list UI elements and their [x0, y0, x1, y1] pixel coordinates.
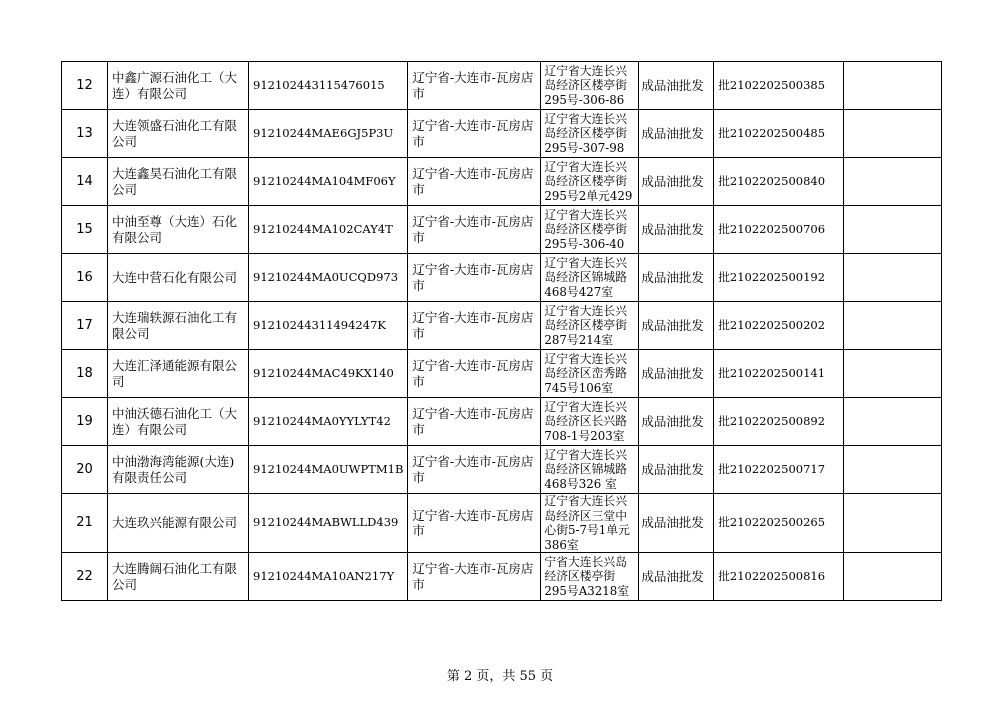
- row-number-cell: 20: [62, 446, 108, 494]
- region-cell: 辽宁省-大连市-瓦房店市: [408, 254, 541, 302]
- address-cell: 辽宁省大连长兴岛经济区楼亭街295号-307-98: [541, 110, 639, 158]
- row-number-cell: 19: [62, 398, 108, 446]
- region-cell: 辽宁省-大连市-瓦房店市: [408, 398, 541, 446]
- table-row: [62, 302, 942, 350]
- row-number-cell: 14: [62, 158, 108, 206]
- business-category-cell: 成品油批发: [639, 350, 714, 398]
- credit-code-cell: 91210244MAE6GJ5P3U: [249, 110, 408, 158]
- table-row: [62, 206, 942, 254]
- page-footer: 第 2 页，共 55 页: [446, 669, 554, 684]
- company-name-cell: 中油至尊（大连）石化有限公司: [108, 206, 249, 254]
- table-row: [62, 350, 942, 398]
- remarks-cell: [844, 494, 942, 553]
- business-category-cell: 成品油批发: [639, 398, 714, 446]
- license-number-cell: 批2102202500840: [714, 158, 844, 206]
- business-category-cell: 成品油批发: [639, 110, 714, 158]
- company-name-cell: 大连中营石化有限公司: [108, 254, 249, 302]
- company-name-cell: 大连鑫昊石油化工有限公司: [108, 158, 249, 206]
- region-cell: 辽宁省-大连市-瓦房店市: [408, 446, 541, 494]
- license-number-cell: 批2102202500706: [714, 206, 844, 254]
- table-row: [62, 494, 942, 553]
- license-number-cell: 批2102202500202: [714, 302, 844, 350]
- company-name-cell: 大连汇泽通能源有限公司: [108, 350, 249, 398]
- remarks-cell: [844, 110, 942, 158]
- remarks-cell: [844, 206, 942, 254]
- table-body: [62, 62, 942, 601]
- table-row: [62, 446, 942, 494]
- row-number-cell: 18: [62, 350, 108, 398]
- remarks-cell: [844, 553, 942, 601]
- remarks-cell: [844, 62, 942, 110]
- address-cell: 辽宁省大连长兴岛经济区锦城路468号326 室: [541, 446, 639, 494]
- table-row: [62, 398, 942, 446]
- company-name-cell: 中鑫广源石油化工（大连）有限公司: [108, 62, 249, 110]
- license-number-cell: 批2102202500385: [714, 62, 844, 110]
- address-cell: 辽宁省大连长兴岛经济区楼亭街295号2单元429: [541, 158, 639, 206]
- address-cell: 辽宁省大连长兴岛经济区楼亭街295号-306-40: [541, 206, 639, 254]
- region-cell: 辽宁省-大连市-瓦房店市: [408, 62, 541, 110]
- enterprise-table: [61, 61, 942, 601]
- company-name-cell: 中油渤海湾能源(大连)有限责任公司: [108, 446, 249, 494]
- table-row: [62, 553, 942, 601]
- company-name-cell: 中油沃德石油化工（大连）有限公司: [108, 398, 249, 446]
- row-number-cell: 16: [62, 254, 108, 302]
- remarks-cell: [844, 398, 942, 446]
- business-category-cell: 成品油批发: [639, 494, 714, 553]
- region-cell: 辽宁省-大连市-瓦房店市: [408, 110, 541, 158]
- business-category-cell: 成品油批发: [639, 206, 714, 254]
- company-name-cell: 大连腾阔石油化工有限公司: [108, 553, 249, 601]
- row-number-cell: 12: [62, 62, 108, 110]
- credit-code-cell: 91210244MAC49KX140: [249, 350, 408, 398]
- license-number-cell: 批2102202500717: [714, 446, 844, 494]
- remarks-cell: [844, 446, 942, 494]
- remarks-cell: [844, 254, 942, 302]
- table-row: [62, 110, 942, 158]
- region-cell: 辽宁省-大连市-瓦房店市: [408, 158, 541, 206]
- license-number-cell: 批2102202500265: [714, 494, 844, 553]
- business-category-cell: 成品油批发: [639, 158, 714, 206]
- remarks-cell: [844, 350, 942, 398]
- business-category-cell: 成品油批发: [639, 302, 714, 350]
- remarks-cell: [844, 302, 942, 350]
- region-cell: 辽宁省-大连市-瓦房店市: [408, 553, 541, 601]
- license-number-cell: 批2102202500485: [714, 110, 844, 158]
- business-category-cell: 成品油批发: [639, 446, 714, 494]
- company-name-cell: 大连玖兴能源有限公司: [108, 494, 249, 553]
- address-cell: 辽宁省大连长兴岛经济区楼亭街287号214室: [541, 302, 639, 350]
- table-row: [62, 62, 942, 110]
- credit-code-cell: 91210244MABWLLD439: [249, 494, 408, 553]
- credit-code-cell: 91210244MA102CAY4T: [249, 206, 408, 254]
- address-cell: 辽宁省大连长兴岛经济区楼亭街295号-306-86: [541, 62, 639, 110]
- address-cell: 辽宁省大连长兴岛经济区三堂中心街5-7号1单元386室: [541, 494, 639, 553]
- company-name-cell: 大连瑞轶源石油化工有限公司: [108, 302, 249, 350]
- credit-code-cell: 91210244MA0UWPTM1B: [249, 446, 408, 494]
- business-category-cell: 成品油批发: [639, 553, 714, 601]
- table-row: [62, 254, 942, 302]
- region-cell: 辽宁省-大连市-瓦房店市: [408, 350, 541, 398]
- region-cell: 辽宁省-大连市-瓦房店市: [408, 206, 541, 254]
- credit-code-cell: 912102443115476015: [249, 62, 408, 110]
- row-number-cell: 13: [62, 110, 108, 158]
- remarks-cell: [844, 158, 942, 206]
- table-row: [62, 158, 942, 206]
- row-number-cell: 17: [62, 302, 108, 350]
- credit-code-cell: 91210244MA104MF06Y: [249, 158, 408, 206]
- license-number-cell: 批2102202500192: [714, 254, 844, 302]
- row-number-cell: 21: [62, 494, 108, 553]
- region-cell: 辽宁省-大连市-瓦房店市: [408, 494, 541, 553]
- address-cell: 辽宁省大连长兴岛经济区峦秀路745号106室: [541, 350, 639, 398]
- row-number-cell: 15: [62, 206, 108, 254]
- credit-code-cell: 91210244MA0UCQD973: [249, 254, 408, 302]
- credit-code-cell: 91210244MA10AN217Y: [249, 553, 408, 601]
- address-cell: 辽宁省大连长兴岛经济区锦城路468号427室: [541, 254, 639, 302]
- credit-code-cell: 91210244MA0YYLYT42: [249, 398, 408, 446]
- license-number-cell: 批2102202500141: [714, 350, 844, 398]
- address-cell: 宁省大连长兴岛经济区楼亭街295号A3218室: [541, 553, 639, 601]
- row-number-cell: 22: [62, 553, 108, 601]
- license-number-cell: 批2102202500892: [714, 398, 844, 446]
- credit-code-cell: 91210244311494247K: [249, 302, 408, 350]
- license-number-cell: 批2102202500816: [714, 553, 844, 601]
- business-category-cell: 成品油批发: [639, 62, 714, 110]
- address-cell: 辽宁省大连长兴岛经济区长兴路708-1号203室: [541, 398, 639, 446]
- region-cell: 辽宁省-大连市-瓦房店市: [408, 302, 541, 350]
- company-name-cell: 大连领盛石油化工有限公司: [108, 110, 249, 158]
- business-category-cell: 成品油批发: [639, 254, 714, 302]
